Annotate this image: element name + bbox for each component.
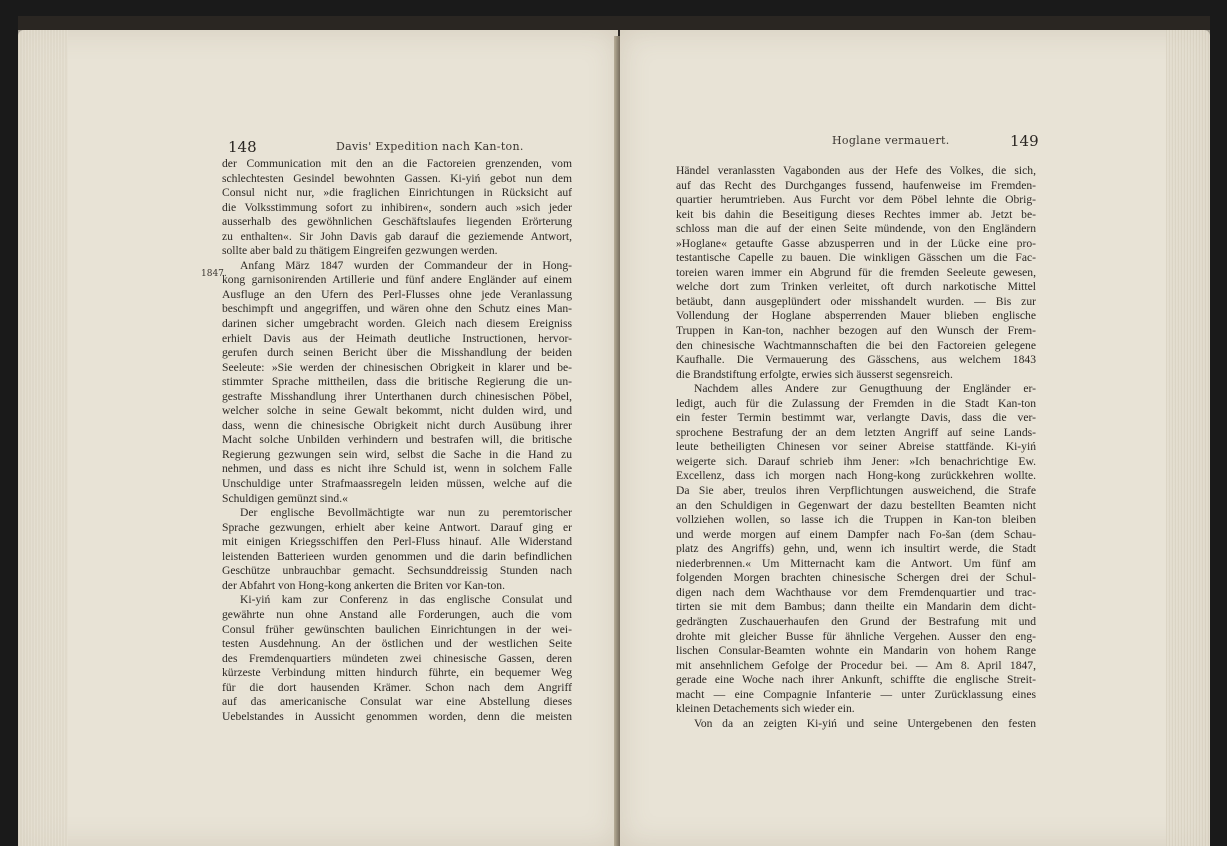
text-line: betäubt, dann ausgeplündert oder misshandelt wurden. — Bis zur [676, 294, 1036, 308]
text-line: gerufen durch seinen Bericht über die Misshandlung der beiden [222, 346, 572, 360]
right-running-head: Hoglane vermauert. [832, 134, 950, 147]
text-line: stimmter Sprache mittheilen, dass die britische Regierung die un- [222, 375, 572, 389]
text-line: Geschütze unbrauchbar gemacht. Sechsunddreissig Stunden nach [222, 564, 572, 578]
left-body-text [222, 157, 572, 724]
text-line: weigerte sich. Darauf schrieb ihm Jener: »Ich benachrichtige Ew. [676, 454, 1036, 468]
text-line: mit einigen Kriegsschiffen den Perl-Fluss hinauf. Alle Widerstand [222, 535, 572, 549]
text-line: gewährte nun ohne Anstand alle Forderungen, auch die vom [222, 607, 572, 621]
text-line: die Volksstimmung sofort zu inhibiren«, sondern auch »sich jeder [222, 200, 572, 214]
text-line: darinen sicher umgebracht worden. Gleich nach diesem Ereigniss [222, 317, 572, 331]
text-line: lischen Consular-Beamten wohnte ein Mandarin von hohem Range [676, 644, 1036, 658]
text-line: an den Schuldigen in Gegenwart der dazu bestellten Beamten nicht [676, 498, 1036, 512]
text-line: gedrängten Zuschauerhaufen den Grund der Bestrafung mit und [676, 614, 1036, 628]
text-line: folgenden Morgen brachten chinesische Schergen drei der Schul- [676, 571, 1036, 585]
right-body-text [676, 164, 1036, 731]
text-line: macht — eine Compagnie Infanterie — unter Zurücklassung eines [676, 687, 1036, 701]
text-line: den chinesische Wachtmannschaften die bei den Factoreien gelegene [676, 338, 1036, 352]
text-line: kürzeste Verbindung mitten hindurch führte, ein bequemer Weg [222, 666, 572, 680]
text-line: die Brandstiftung erfolgte, erwies sich äusserst segensreich. [676, 367, 953, 381]
text-line: Consul früher gewünschten baulichen Einrichtungen in der wei- [222, 622, 572, 636]
text-line: auf das americanische Consulat war eine Abstellung dieses [222, 695, 572, 709]
text-line: Vollendung der Hoglane absperrenden Mauer blieben englische [676, 309, 1036, 323]
text-line: beschimpft und angegriffen, und wären ohne den Schutz eines Man- [222, 302, 572, 316]
text-line: Von da an zeigten Ki-yiń und seine Untergebenen den festen [694, 716, 1036, 730]
text-line: der Communication mit den an die Factoreien grenzenden, vom [222, 157, 572, 170]
text-line: vollziehen wollen, so lasse ich die Truppen in Kan-ton bleiben [676, 513, 1036, 527]
text-line: »Hoglane« getaufte Gasse abzusperren und in der Lücke eine pro- [676, 236, 1036, 250]
text-line: zu enthalten«. Sir John Davis gab darauf die geziemende Antwort, [222, 229, 572, 243]
text-line: für die dort hausenden Krämer. Schon nach dem Angriff [222, 680, 572, 694]
text-line: Ki-yiń kam zur Conferenz in das englische Consulat und [240, 593, 572, 607]
text-line: digen nach dem Wachthause vor dem Fremdenquartier und trac- [676, 585, 1036, 599]
left-running-head: Davis' Expedition nach Kan-ton. [336, 140, 524, 153]
text-line: Uebelstandes in Aussicht genommen worden, denn die meisten [222, 709, 572, 723]
text-line: gestrafte Misshandlung ihrer Unterthanen durch chinesischen Pöbel, [222, 389, 572, 403]
text-line: Macht solche Unbilden verhindern und bestrafen will, die britische [222, 433, 572, 447]
text-line: Truppen in Kan-ton, nachher bezogen auf den Wunsch der Frem- [676, 324, 1036, 338]
text-line: ein fester Termin bestimmt war, verlangte Davis, dass die ver- [676, 411, 1036, 425]
text-line: mit ansehnlichem Gefolge der Procedur bei. — Am 8. April 1847, [676, 658, 1036, 672]
text-line: leistenden Batterieen wurden genommen und die darin befindlichen [222, 549, 572, 563]
text-line: und werde morgen auf einem Dampfer nach Fo-šan (dem Schau- [676, 527, 1036, 541]
text-line: drohte mit gleicher Busse für ähnliche Vergehen. Ausser den eng- [676, 629, 1036, 643]
text-line: sprochene Bestrafung der an dem letzten Angriff auf seine Lands- [676, 425, 1036, 439]
text-line: welcher solche in seine Gewalt bekommt, nicht dulden wird, und [222, 404, 572, 418]
text-line: ausserhalb des gewöhnlichen Geschäftslaufes liegenden Erörterung [222, 215, 572, 229]
text-line: des Fremdenquartiers mündeten zwei chinesische Gassen, deren [222, 651, 572, 665]
text-line: schloss man die auf der einen Seite mündende, von den Engländern [676, 222, 1036, 236]
text-line: gerade eine Woche nach ihrer Ankunft, schiffte die englische Streit- [676, 673, 1036, 687]
text-line: kong garnisonirenden Artillerie und fünf andere Engländer auf einem [222, 273, 572, 287]
text-line: erhielt Davis aus der Heimath deutliche Instructionen, hervor- [222, 331, 572, 345]
text-line: dass, wenn die chinesische Obrigkeit nicht durch Ausübung ihrer [222, 418, 572, 432]
right-page-number: 149 [1010, 132, 1039, 150]
text-line: der Abfahrt von Hong-kong ankerten die Briten vor Kan-ton. [222, 578, 506, 592]
text-line: Regierung gezwungen sein wird, selbst die Sache in die Hand zu [222, 447, 572, 461]
text-line: kleinen Detachements sich wieder ein. [676, 702, 855, 716]
text-line: Seeleute: »Sie werden der chinesischen Obrigkeit in klarer und be- [222, 360, 572, 374]
text-line: schlechtesten Gesindel bewohnten Gassen. Ki-yiń gebot nun dem [222, 171, 572, 185]
text-line: Excellenz, dass ich morgen nach Hong-kong zurückkehren wollte. [676, 469, 1036, 483]
text-line: toreien waren immer ein Abgrund für die fremden Seeleute gewesen, [676, 265, 1036, 279]
text-line: sollte aber bald zu thätigem Eingreifen gezwungen werden. [222, 244, 498, 258]
left-page [18, 30, 618, 846]
text-line: ledigt, auch für die Zulassung der Fremden in die Stadt Kan-ton [676, 396, 1036, 410]
text-line: Ausfluge an den Ufern des Perl-Flusses ohne jede Veranlassung [222, 287, 572, 301]
text-line: Kaufhalle. Die Vermauerung des Gässchens, aus welchem 1843 [676, 353, 1036, 367]
text-line: Sprache gezwungen, erhielt aber keine Antwort. Darauf ging er [222, 520, 572, 534]
text-line: Da Sie aber, treulos ihren Verpflichtungen ausweichend, die Strafe [676, 484, 1036, 498]
text-line: Schuldigen gemünzt sind.« [222, 491, 348, 505]
text-line: Anfang März 1847 wurden der Commandeur der in Hong- [240, 258, 572, 272]
text-line: Nachdem alles Andere zur Genugthuung der Engländer er- [694, 382, 1036, 396]
text-line: tirten sie mit dem Bambus; dann theilte ein Mandarin dem dicht- [676, 600, 1036, 614]
text-line: quartier herumtrieben. Aus Furcht vor dem Pöbel lehnte die Obrig- [676, 193, 1036, 207]
text-line: Händel veranlassten Vagabonden aus der Hefe des Volkes, die sich, [676, 164, 1036, 177]
text-line: Consul nicht nur, »die fraglichen Einrichtungen in Rücksicht auf [222, 186, 572, 200]
text-line: Der englische Bevollmächtigte war nun zu peremtorischer [240, 506, 572, 520]
left-page-number: 148 [228, 138, 257, 156]
text-line: niederbrennen.« Um Mitternacht kam die Antwort. Um fünf am [676, 556, 1036, 570]
text-line: keit bis dahin die Beseitigung dieses Rechtes immer ab. Jetzt be- [676, 207, 1036, 221]
text-line: testantische Capelle zu bauen. Die winkligen Gässchen um die Fac- [676, 251, 1036, 265]
text-line: platz des Angriffs) gehn, und, wenn ich insultirt werde, die Stadt [676, 542, 1036, 556]
margin-year: 1847. [201, 269, 227, 279]
right-page [620, 30, 1210, 846]
text-line: auf das Recht des Durchganges fussend, haufenweise im Fremden- [676, 178, 1036, 192]
book-spread [18, 16, 1210, 844]
text-line: nehmen, und dass es nicht ihre Schuld ist, wenn in solchem Falle [222, 462, 572, 476]
text-line: testen Ausdehnung. An der östlichen und der westlichen Seite [222, 637, 572, 651]
text-line: welche dort zum Trinken verleitet, oft durch narkotische Mittel [676, 280, 1036, 294]
text-line: leute betheiligten Chinesen vor seiner Abreise stattfände. Ki-yiń [676, 440, 1036, 454]
text-line: Unschuldige unter Strafmaassregeln leiden müssen, welche auf die [222, 477, 572, 491]
